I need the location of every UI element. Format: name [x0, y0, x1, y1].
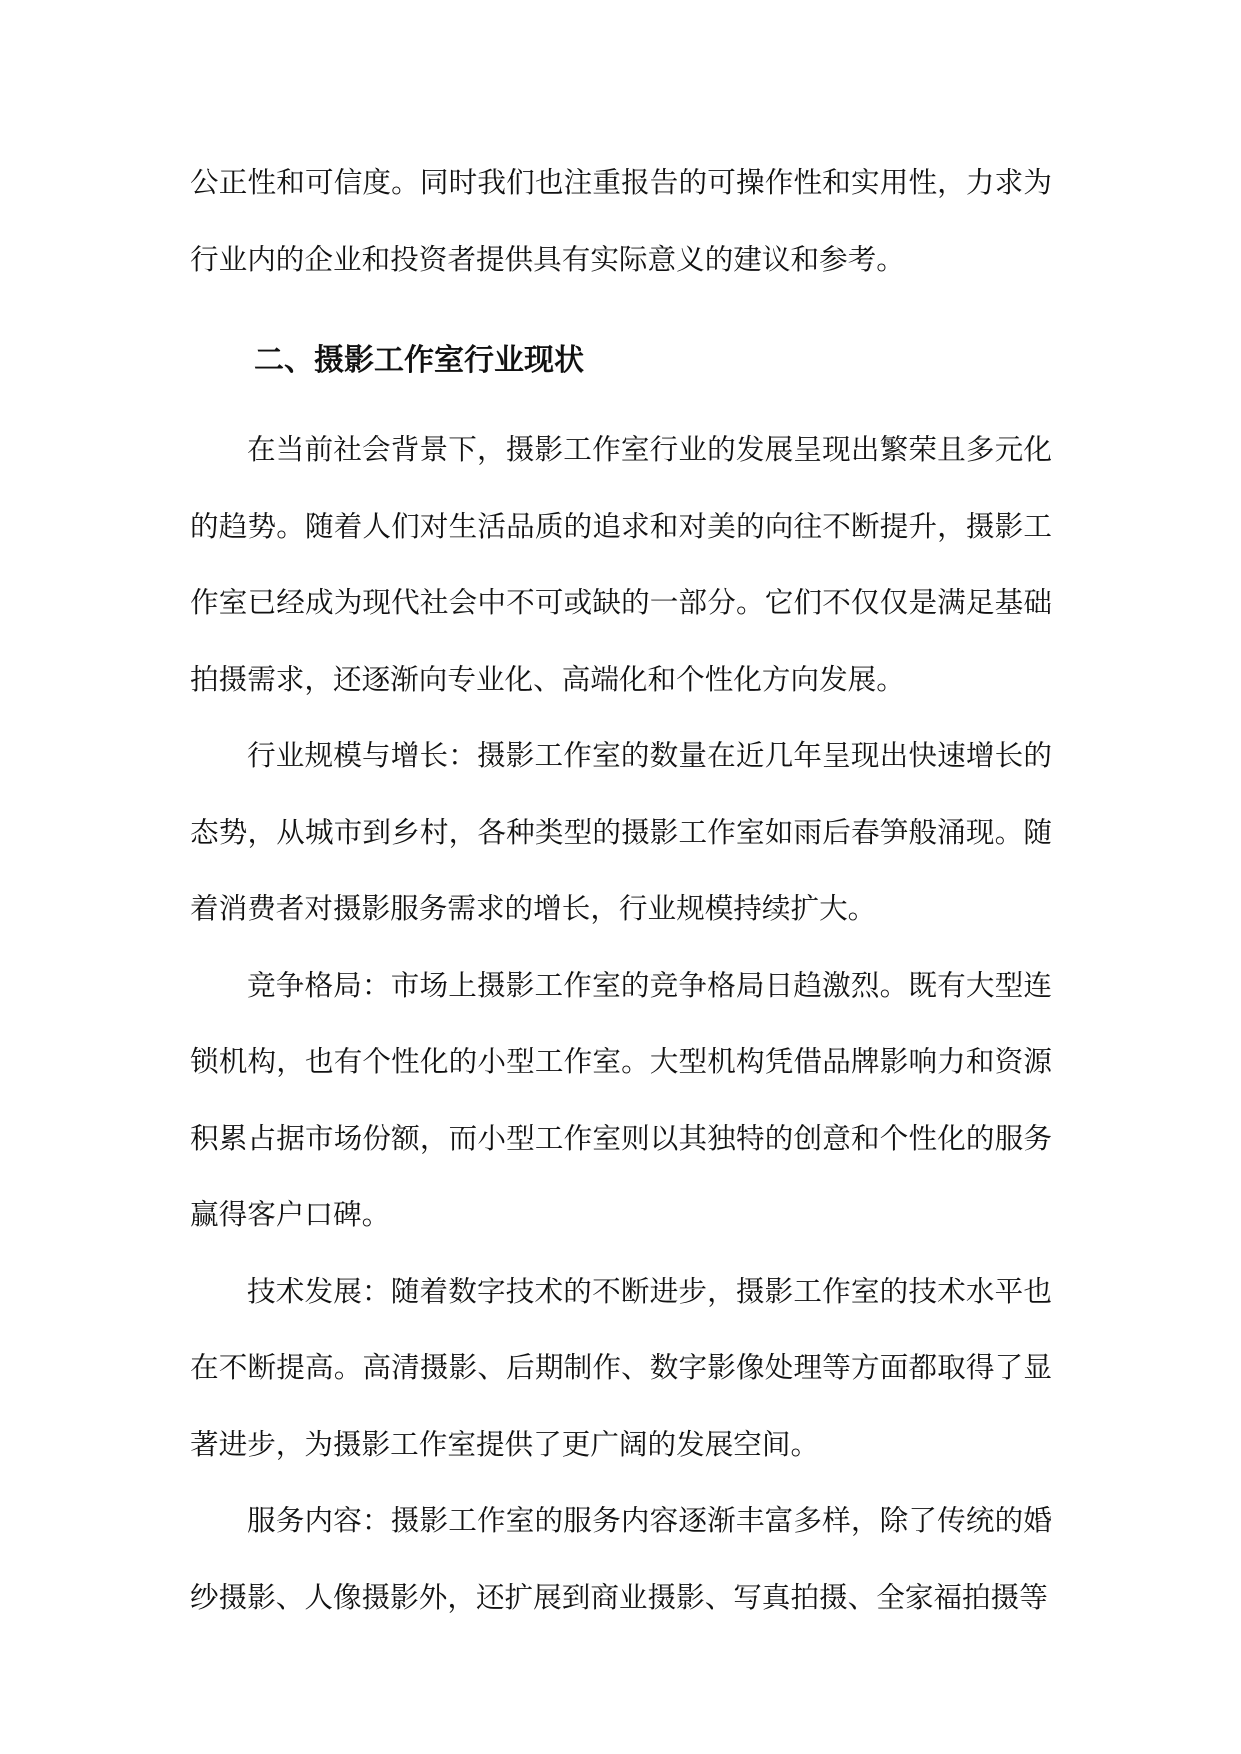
document-body	[190, 144, 1052, 1635]
paragraph-scale-growth: 行业规模与增长：摄影工作室的数量在近几年呈现出快速增长的态势，从城市到乡村，各种类型的摄影工作室如雨后春笋般涌现。随着消费者对摄影服务需求的增长，行业规模持续扩大。	[190, 738, 1052, 925]
paragraph-competition: 竞争格局：市场上摄影工作室的竞争格局日趋激烈。既有大型连锁机构，也有个性化的小型工作室。大型机构凭借品牌影响力和资源积累占据市场份额，而小型工作室则以其独特的创意和个性化的服务赢得客户口碑。	[190, 967, 1052, 1231]
paragraph-technology: 技术发展：随着数字技术的不断进步，摄影工作室的技术水平也在不断提高。高清摄影、后期制作、数字影像处理等方面都取得了显著进步，为摄影工作室提供了更广阔的发展空间。	[190, 1273, 1052, 1461]
continuation-paragraph: 公正性和可信度。同时我们也注重报告的可操作性和实用性，力求为行业内的企业和投资者提供具有实际意义的建议和参考。	[190, 165, 1052, 276]
paragraph-overview: 在当前社会背景下，摄影工作室行业的发展呈现出繁荣且多元化的趋势。随着人们对生活品质的追求和对美的向往不断提升，摄影工作室已经成为现代社会中不可或缺的一部分。它们不仅仅是满足基础拍摄需求，还逐渐向专业化、高端化和个性化方向发展。	[190, 432, 1052, 696]
section-heading: 二、摄影工作室行业现状	[254, 343, 584, 378]
paragraph-services: 服务内容：摄影工作室的服务内容逐渐丰富多样，除了传统的婚纱摄影、人像摄影外，还扩展到商业摄影、写真拍摄、全家福拍摄等	[190, 1503, 1052, 1614]
